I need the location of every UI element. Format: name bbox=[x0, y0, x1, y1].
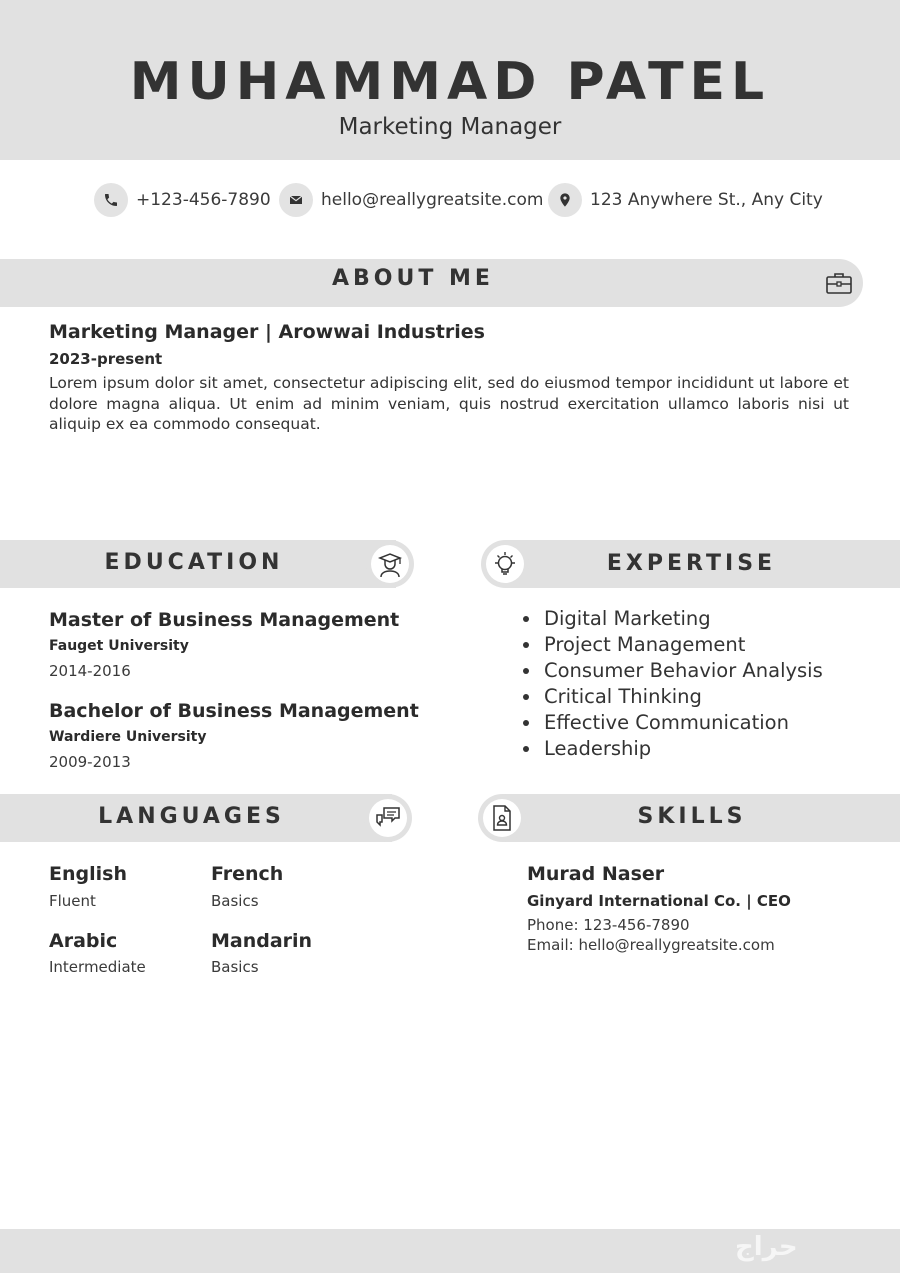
languages-heading: LANGUAGES bbox=[98, 804, 285, 829]
skills-heading: SKILLS bbox=[637, 804, 747, 829]
education-degree: Master of Business Management bbox=[49, 609, 400, 631]
contact-phone bbox=[94, 183, 271, 217]
envelope-icon bbox=[279, 183, 313, 217]
address-text: 123 Anywhere St., Any City bbox=[590, 190, 823, 210]
reference-name: Murad Naser bbox=[527, 863, 665, 885]
education-years: 2009-2013 bbox=[49, 753, 131, 771]
list-item: • Project Management bbox=[542, 632, 823, 658]
list-item: • Critical Thinking bbox=[542, 684, 823, 710]
list-item: • Digital Marketing bbox=[542, 606, 823, 632]
language-level: Intermediate bbox=[49, 958, 146, 976]
expertise-heading: EXPERTISE bbox=[606, 551, 777, 576]
language-level: Basics bbox=[211, 892, 259, 910]
list-item: • Effective Communication bbox=[542, 710, 823, 736]
briefcase-icon bbox=[825, 270, 853, 296]
education-years: 2014-2016 bbox=[49, 662, 131, 680]
phone-text: +123-456-7890 bbox=[136, 190, 271, 210]
list-item: • Leadership bbox=[542, 736, 823, 762]
list-item: • Consumer Behavior Analysis bbox=[542, 658, 823, 684]
language-name: Arabic bbox=[49, 930, 118, 952]
language-name: Mandarin bbox=[211, 930, 313, 952]
language-level: Basics bbox=[211, 958, 259, 976]
email-text: hello@reallygreatsite.com bbox=[321, 190, 544, 210]
expertise-icon-badge bbox=[481, 540, 529, 588]
education-heading: EDUCATION bbox=[104, 550, 284, 575]
watermark-logo: حراج bbox=[735, 1232, 798, 1262]
education-school: Wardiere University bbox=[49, 729, 207, 745]
language-name: French bbox=[211, 863, 284, 885]
contact-address bbox=[548, 183, 823, 217]
about-heading: ABOUT ME bbox=[332, 266, 494, 291]
language-level: Fluent bbox=[49, 892, 96, 910]
language-name: English bbox=[49, 863, 127, 885]
about-period: 2023-present bbox=[49, 350, 163, 368]
reference-email: Email: hello@reallygreatsite.com bbox=[527, 936, 775, 954]
expertise-list bbox=[520, 606, 823, 762]
document-user-icon bbox=[490, 804, 514, 832]
person-title: Marketing Manager bbox=[338, 114, 562, 140]
about-job-title: Marketing Manager | Arowwai Industries bbox=[49, 321, 485, 343]
skills-icon-badge bbox=[478, 794, 526, 842]
phone-icon bbox=[94, 183, 128, 217]
reference-phone: Phone: 123-456-7890 bbox=[527, 916, 690, 934]
lightbulb-icon bbox=[491, 550, 519, 578]
education-degree: Bachelor of Business Management bbox=[49, 700, 419, 722]
about-description: Lorem ipsum dolor sit amet, consectetur adipiscing elit, sed do eiusmod tempor incididunt ut labore et dolore magna aliqua. Ut enim ad minim veniam, quis nostrud exercitation ullamco laboris nisi ut aliquip ex ea commodo consequat. bbox=[49, 374, 849, 433]
contact-email bbox=[279, 183, 543, 217]
education-school: Fauget University bbox=[49, 638, 189, 654]
person-name: MUHAMMAD PATEL bbox=[129, 52, 771, 112]
reference-company: Ginyard International Co. | CEO bbox=[527, 892, 791, 910]
location-pin-icon bbox=[548, 183, 582, 217]
